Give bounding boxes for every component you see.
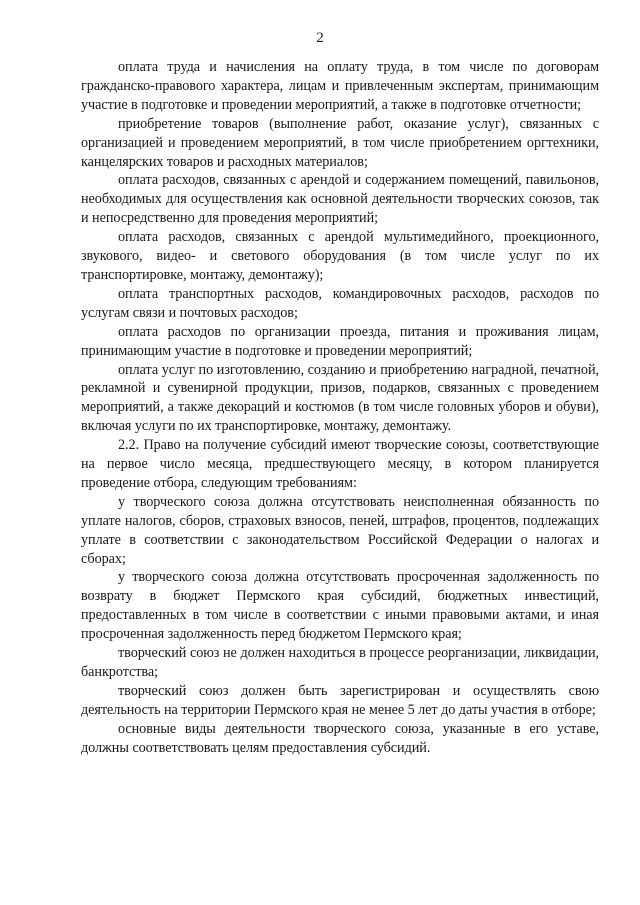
paragraph-travel-accommodation: оплата расходов по организации проезда, питания и проживания лицам, принимающим участие в подготовке и проведении мероприятий;: [81, 323, 599, 359]
paragraph-premises-rent: оплата расходов, связанных с арендой и содержанием помещений, павильонов, необходимых для осуществления как основной деятельности творческих союзов, так и непосредственно для проведения мероприятий;: [81, 172, 599, 227]
paragraph-registration-requirement: творческий союз должен быть зарегистрирован и осуществлять свою деятельность на территории Пермского края не менее 5 лет до даты участия в отборе;: [81, 682, 599, 718]
paragraph-debt-requirement: у творческого союза должна отсутствовать просроченная задолженность по возврату в бюджет Пермского края субсидий, бюджетных инвестиций, предоставленных в том числе в соответствии с иными правовыми актами, и иная просроченная задолженность перед бюджетом Пермского края;: [81, 569, 599, 643]
paragraph-transport-expenses: оплата транспортных расходов, командировочных расходов, расходов по услугам связи и почтовых расходов;: [81, 285, 599, 321]
paragraph-equipment-rent: оплата расходов, связанных с арендой мультимедийного, проекционного, звукового, видео- и светового оборудования (в том числе услуг по их транспортировке, монтажу, демонтажу);: [81, 229, 599, 283]
paragraph-activity-requirement: основные виды деятельности творческого союза, указанные в его уставе, должны соответствовать целям предоставления субсидий.: [81, 720, 599, 756]
paragraph-labor-payment: оплата труда и начисления на оплату труда, в том числе по договорам гражданско-правового характера, лицам и привлеченным экспертам, принимающим участие в подготовке и проведении мероприятий, а также в подготовке отчетности;: [81, 59, 599, 113]
paragraph-products-manufacturing: оплата услуг по изготовлению, созданию и приобретению наградной, печатной, рекламной и сувенирной продукции, призов, подарков, связанных с проведением мероприятий, а также декораций и костюмов (в том числе головных уборов и обуви), включая услуги по их транспортировке, монтажу, демонтажу.: [81, 361, 599, 435]
page-number: 2: [316, 30, 324, 46]
paragraph-section-2-2: 2.2. Право на получение субсидий имеют творческие союзы, соответствующие на первое число месяца, предшествующего месяцу, в котором планируется проведение отбора, следующим требованиям:: [81, 437, 599, 491]
document-body: [81, 58, 599, 758]
paragraph-goods-purchase: приобретение товаров (выполнение работ, оказание услуг), связанных с организацией и проведением мероприятий, в том числе приобретением оргтехники, канцелярских товаров и расходных материалов;: [81, 115, 599, 170]
paragraph-tax-requirement: у творческого союза должна отсутствовать неисполненная обязанность по уплате налогов, сборов, страховых взносов, пеней, штрафов, процентов, подлежащих уплате в соответствии с законодательством Российской Федерации о налогах и сборах;: [81, 493, 599, 567]
paragraph-reorganization-requirement: творческий союз не должен находиться в процессе реорганизации, ликвидации, банкротства;: [81, 645, 599, 680]
